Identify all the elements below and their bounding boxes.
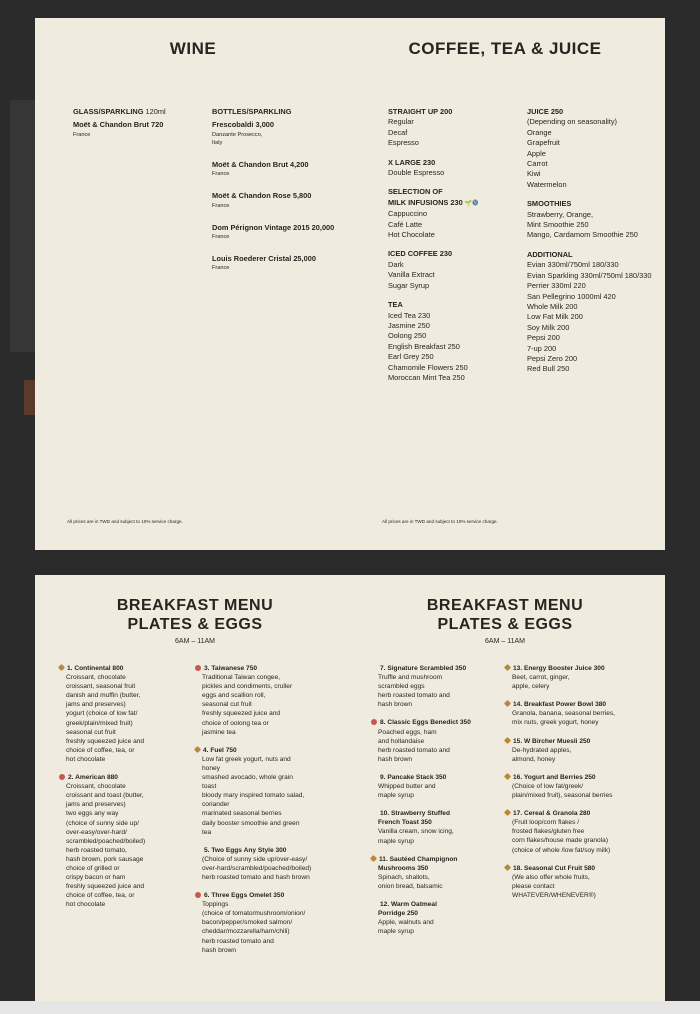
menu-item: Evian 330ml/750ml 180/330	[527, 260, 619, 270]
dish-desc: marinated seasonal berries	[202, 810, 282, 818]
bottle-item-origin: France	[212, 234, 230, 241]
dish-desc: choice of grilled or	[66, 864, 120, 872]
dish-title: Porridge 250	[378, 910, 418, 918]
dish-desc: tea	[202, 828, 212, 836]
dish-title: French Toast 350	[378, 819, 432, 827]
dish-desc: Truffle and mushroom	[378, 674, 443, 682]
dish-title: 5. Two Eggs Any Style 300	[204, 846, 287, 854]
breakfast-column	[195, 664, 345, 964]
menu-item: Cappuccino	[388, 209, 428, 219]
wine-title: WINE	[169, 39, 217, 58]
dish-desc: (choice of whole /low fat/soy milk)	[512, 846, 611, 854]
dish-desc: bloody mary inspired tomato salad,	[202, 792, 305, 800]
wine-footer: All prices are in TWD and subject to 10% service charge.	[67, 519, 183, 524]
fork-knife-icon	[504, 737, 511, 744]
breakfast-title-line2: PLATES & EGGS	[127, 616, 263, 633]
fork-knife-icon	[504, 664, 511, 671]
dish-desc: over-hard/scrambled/poached/boiled)	[202, 864, 312, 872]
bottom-bar	[0, 1001, 700, 1014]
dish-desc: daily booster smoothie and green	[202, 819, 300, 827]
menu-item: Perrier 330ml 220	[527, 281, 586, 291]
dish-desc: Traditional Taiwan congee,	[202, 674, 281, 682]
dish-desc: WHATEVER/WHENEVER®)	[512, 891, 596, 899]
menu-item: Soy Milk 200	[527, 322, 570, 332]
dish-desc: (choice of tomato/mushroom/onion/	[202, 910, 306, 918]
glass-item: Moët & Chandon Brut 720	[73, 120, 164, 130]
dish-desc: pickles and condiments, cruller	[202, 683, 293, 691]
menu-item: Dark	[388, 259, 404, 269]
menu-item: Orange	[527, 127, 552, 137]
fork-knife-icon	[194, 746, 201, 753]
background-tab	[24, 380, 35, 415]
bottle-item-origin: France	[212, 265, 230, 272]
menu-item: English Breakfast 250	[388, 341, 460, 351]
menu-page-breakfast	[35, 575, 665, 1001]
croissant-icon	[195, 892, 201, 898]
menu-item: Espresso	[388, 138, 419, 148]
dish-desc: (choice of sunny side up/	[66, 819, 139, 827]
breakfast-column	[371, 664, 501, 945]
menu-item: Chamomile Flowers 250	[388, 362, 468, 372]
menu-item: Vanilla Extract	[388, 270, 435, 280]
dish-desc: yogurt (choice of low fat/	[66, 710, 138, 718]
bottle-item-origin: France	[212, 202, 230, 209]
dish-title: 15. W Bircher Muesli 250	[513, 737, 591, 745]
dish-desc: Vanilla cream, snow icing,	[378, 828, 454, 836]
fork-knife-icon	[504, 809, 511, 816]
croissant-icon	[195, 665, 201, 671]
breakfast-title-left	[95, 596, 295, 634]
coffee-left-column	[388, 107, 523, 383]
dish-desc: hot chocolate	[66, 901, 106, 909]
breakfast-column	[59, 664, 189, 918]
dish-title: 9. Pancake Stack 350	[380, 773, 447, 781]
menu-item: San Pellegrino 1000ml 420	[527, 291, 616, 301]
bottle-item: Moët & Chandon Rose 5,800	[212, 191, 312, 201]
menu-item: Kiwi	[527, 169, 541, 179]
dish-desc: scrambled eggs	[378, 683, 425, 691]
dish-title: 7. Signature Scrambled 350	[380, 665, 467, 672]
dish-desc: apple, celery	[512, 683, 550, 691]
dish-desc: herb roasted tomato and	[378, 692, 450, 700]
dish-title: 12. Warm Oatmeal	[380, 900, 437, 908]
dish-desc: two eggs any way	[66, 810, 119, 818]
dish-desc: seasonal cut fruit	[202, 701, 252, 709]
coffee-title: COFFEE, TEA & JUICE	[408, 39, 602, 58]
dish-desc: scrambled/poached/boiled)	[66, 837, 146, 845]
dish-desc: (Choice of sunny side up/over-easy/	[202, 855, 308, 863]
breakfast-title-right	[405, 596, 605, 634]
dish-desc: herb roasted tomato and	[378, 746, 450, 754]
breakfast-column	[505, 664, 661, 909]
dish-title: 10. Strawberry Stuffed	[380, 810, 450, 818]
dish-desc: jasmine tea	[202, 728, 236, 736]
fork-knife-icon	[370, 855, 377, 862]
dish-desc: maple syrup	[378, 928, 414, 936]
dish-desc: corn flakes/house made granola)	[512, 837, 609, 845]
dish-desc: hot chocolate	[66, 755, 106, 763]
bottles-heading: BOTTLES/SPARKLING	[212, 107, 292, 116]
dish-desc: (We also offer whole fruits,	[512, 873, 590, 881]
dish-title: Mushrooms 350	[378, 864, 429, 872]
menu-item: Apple	[527, 148, 546, 158]
dish-desc: onion bread, balsamic	[378, 882, 443, 890]
dish-desc: frosted flakes/gluten free	[512, 828, 585, 836]
dish-title: 8. Classic Eggs Benedict 350	[380, 719, 471, 727]
breakfast-title-line2: PLATES & EGGS	[437, 616, 573, 633]
fork-knife-icon	[504, 700, 511, 707]
dish-desc: toast	[202, 783, 217, 791]
dish-desc: Poached eggs, ham	[378, 728, 437, 736]
dish-desc: (Fruit loop/corn flakes /	[512, 819, 580, 827]
menu-item: Pepsi Zero 200	[527, 353, 578, 363]
dish-desc: please contact	[512, 882, 555, 890]
dish-desc: cheddar/mozzarella/ham/chili)	[202, 928, 290, 936]
wine-bottles-column	[212, 107, 382, 272]
bottle-item-origin: Italy	[212, 139, 223, 146]
glass-item-origin: France	[73, 131, 91, 138]
dish-desc: croissant, seasonal fruit	[66, 683, 136, 691]
breakfast-hours-right: 6AM – 11AM	[485, 638, 525, 645]
dish-desc: Beet, carrot, ginger,	[512, 674, 570, 682]
dish-desc: hash brown	[378, 755, 413, 763]
dish-desc: maple syrup	[378, 792, 414, 800]
dish-desc: honey	[202, 764, 220, 772]
dish-desc: greek/plain/mixed fruit)	[66, 719, 133, 727]
dish-desc: eggs and scallion roll,	[202, 692, 266, 700]
menu-item: Mango, Cardamom Smoothie 250	[527, 230, 638, 240]
bottle-item-origin: France	[212, 171, 230, 178]
dish-desc: freshly squeezed juice and	[202, 710, 281, 718]
dish-desc: bacon/pepper/smoked salmon/	[202, 919, 293, 927]
dish-desc: herb roasted tomato and	[202, 937, 274, 945]
menu-item: Decaf	[388, 127, 408, 137]
section-note: (Depending on seasonality)	[527, 117, 617, 127]
menu-item: Iced Tea 230	[388, 310, 431, 320]
fork-knife-icon	[58, 664, 65, 671]
menu-item: Oolong 250	[388, 331, 427, 341]
dish-desc: over-easy/over-hard/	[66, 828, 127, 836]
dish-title: 16. Yogurt and Berries 250	[513, 773, 596, 781]
dish-title: 18. Seasonal Cut Fruit 580	[513, 864, 596, 872]
spacer-icon	[371, 774, 377, 780]
bottle-item: Dom Pérignon Vintage 2015 20,000	[212, 222, 335, 232]
glass-heading: GLASS/SPARKLING	[73, 107, 144, 116]
dish-title: 4. Fuel 750	[203, 746, 237, 754]
dish-desc: Apple, walnuts and	[378, 919, 434, 927]
menu-item: Evian Sparkling 330ml/750ml 180/330	[527, 270, 652, 280]
croissant-icon	[371, 719, 377, 725]
dish-desc: jams and preserves)	[66, 801, 126, 809]
dish-desc: plain/mixed fruit), seasonal berries	[512, 792, 613, 800]
dish-desc: Low fat greek yogurt, nuts and	[202, 755, 291, 763]
dish-desc: hash brown	[378, 701, 413, 709]
dish-desc: freshly squeezed juice and	[66, 883, 145, 891]
dish-desc: choice of coffee, tea, or	[66, 746, 135, 754]
background-panel	[10, 100, 35, 352]
croissant-icon	[59, 774, 65, 780]
section-heading: ICED COFFEE 230	[388, 249, 453, 259]
breakfast-title-line1: BREAKFAST MENU	[426, 597, 584, 614]
dish-desc: danish and muffin (butter,	[66, 692, 141, 700]
menu-item: Pepsi 200	[527, 333, 560, 343]
dish-desc: Toppings	[202, 901, 229, 909]
glass-size: 120ml	[143, 107, 166, 116]
dish-desc: crispy bacon or ham	[66, 874, 126, 882]
menu-item: Red Bull 250	[527, 364, 570, 374]
dish-title: 17. Cereal & Granola 280	[513, 810, 591, 818]
menu-item: Earl Grey 250	[388, 352, 434, 362]
bottle-item: Moët & Chandon Brut 4,200	[212, 159, 309, 169]
wine-glass-column	[73, 107, 213, 139]
bottle-item: Louis Roederer Cristal 25,000	[212, 254, 316, 264]
section-heading: SELECTION OF	[388, 187, 443, 197]
dish-desc: De-hydrated apples,	[512, 746, 572, 754]
dish-desc: herb roasted tomato,	[66, 846, 127, 854]
menu-item: Grapefruit	[527, 138, 560, 148]
section-heading: X LARGE 230	[388, 157, 436, 167]
menu-item: Café Latte	[388, 219, 423, 229]
dish-desc: croissant and toast (butter,	[66, 792, 144, 800]
menu-item: Moroccan Mint Tea 250	[388, 372, 465, 382]
dish-desc: hash brown	[202, 946, 237, 954]
dish-title: 2. American 880	[68, 774, 118, 782]
dish-desc: coriander	[202, 801, 230, 809]
bottle-item-origin: Danzante Prosecco,	[212, 131, 263, 138]
menu-item: Whole Milk 200	[527, 301, 578, 311]
fork-knife-icon	[504, 773, 511, 780]
dish-title: 11. Sautéed Champignon	[379, 855, 458, 863]
section-heading: JUICE 250	[527, 107, 564, 116]
spacer-icon	[371, 901, 377, 907]
dish-desc: almond, honey	[512, 755, 556, 763]
dish-title: 3. Taiwanese 750	[204, 665, 258, 672]
dish-desc: hash brown, pork sausage	[66, 855, 144, 863]
section-heading: ADDITIONAL	[527, 249, 573, 259]
dish-desc: choice of oolong tea or	[202, 719, 269, 727]
menu-item: Regular	[388, 117, 414, 127]
dish-desc: seasonal cut fruit	[66, 728, 116, 736]
dish-desc: and hollandaise	[378, 737, 425, 745]
fork-knife-icon	[504, 864, 511, 871]
coffee-right-column	[527, 107, 663, 375]
section-heading: STRAIGHT UP 200	[388, 107, 453, 116]
dish-desc: maple syrup	[378, 837, 414, 845]
diet-tags: 🌱🅥	[464, 200, 479, 207]
section-heading: MILK INFUSIONS 230	[388, 197, 463, 207]
dish-title: 14. Breakfast Power Bowl 380	[513, 701, 607, 709]
dish-desc: Spinach, shallots,	[378, 873, 430, 881]
dish-desc: Croissant, chocolate	[66, 674, 126, 682]
dish-desc: choice of coffee, tea, or	[66, 892, 135, 900]
dish-title: 6. Three Eggs Omelet 350	[204, 892, 285, 900]
menu-item: Mint Smoothie 250	[527, 220, 589, 230]
dish-desc: herb roasted tomato and hash brown	[202, 873, 310, 881]
menu-page-wine-coffee	[35, 18, 665, 550]
menu-item: Carrot	[527, 159, 548, 169]
menu-item: 7-up 200	[527, 343, 557, 353]
dish-title: 1. Continental 800	[67, 665, 124, 672]
dish-desc: (Choice of low fat/greek/	[512, 782, 584, 790]
coffee-footer: All prices are in TWD and subject to 10% service charge.	[382, 519, 498, 524]
spacer-icon	[195, 847, 201, 853]
bottle-item: Frescobaldi 3,000	[212, 120, 275, 130]
spacer-icon	[371, 810, 377, 816]
menu-item: Watermelon	[527, 179, 567, 189]
dish-desc: Whipped butter and	[378, 783, 436, 791]
section-heading: SMOOTHIES	[527, 199, 572, 209]
dish-desc: Granola, banana, seasonal berries,	[512, 710, 616, 718]
section-heading: TEA	[388, 300, 403, 310]
dish-desc: jams and preserves)	[66, 701, 126, 709]
spacer-icon	[371, 665, 377, 671]
menu-item: Jasmine 250	[388, 320, 430, 330]
dish-desc: mix nuts, greek yogurt, honey	[512, 719, 599, 727]
breakfast-title-line1: BREAKFAST MENU	[116, 597, 274, 614]
menu-item: Low Fat Milk 200	[527, 312, 583, 322]
menu-item: Double Espresso	[388, 168, 445, 178]
dish-desc: Croissant, chocolate	[66, 783, 126, 791]
menu-item: Sugar Syrup	[388, 280, 430, 290]
dish-title: 13. Energy Booster Juice 300	[513, 665, 605, 672]
dish-desc: smashed avocado, whole grain	[202, 774, 293, 782]
breakfast-hours-left: 6AM – 11AM	[175, 638, 215, 645]
dish-desc: freshly squeezed juice and	[66, 737, 145, 745]
menu-item: Strawberry, Orange,	[527, 209, 593, 219]
menu-item: Hot Chocolate	[388, 230, 435, 240]
